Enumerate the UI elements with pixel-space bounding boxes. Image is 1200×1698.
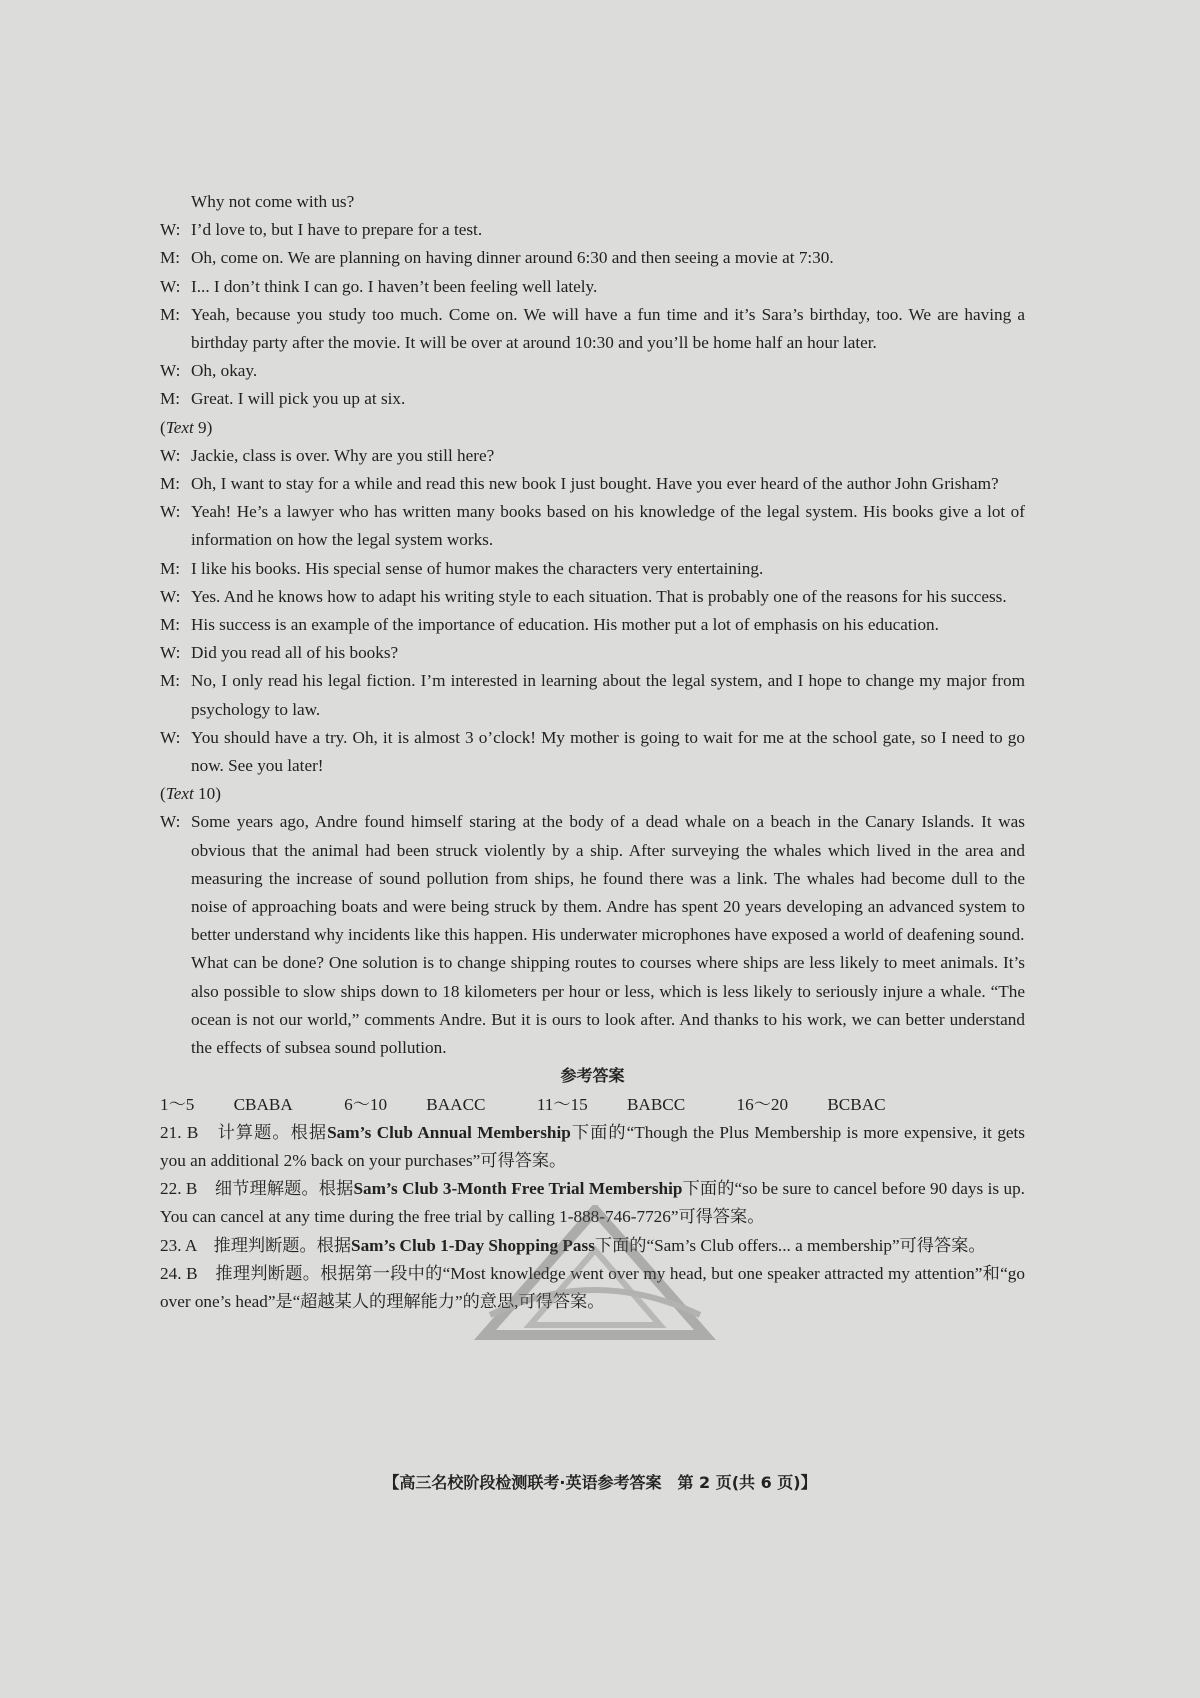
speaker-label: W: (160, 361, 181, 381)
speaker-label: M: (160, 304, 181, 324)
dialogue-text: Yeah! He’s a lawyer who has written many books based on his knowledge of the legal system. His books give a lot of information on how the legal system works. (191, 502, 1025, 550)
text-10-label: (Text 10) (160, 784, 221, 804)
dialogue-line (160, 301, 1025, 357)
key-group (344, 1095, 507, 1114)
dialogue-line (160, 583, 1025, 611)
dialogue-line (160, 442, 1025, 470)
dialogue-text: Why not come with us? (191, 192, 355, 211)
speaker-label: M: (160, 615, 181, 635)
key-range: 11～15 (536, 1094, 588, 1114)
speaker-label: W: (160, 643, 181, 663)
dialogue-text: His success is an example of the importance of education. His mother put a lot of emphasis on his education. (191, 615, 939, 635)
explanation-item (160, 1119, 1025, 1175)
question-type: 计算题。根据 (217, 1122, 328, 1142)
question-number: 22. B (160, 1179, 198, 1199)
speaker-label: M: (160, 389, 181, 409)
dialogue-text: Yeah, because you study too much. Come on. We will have a fun time and it’s Sara’s birthday, too. We are having a birthday party after the movie. It will be over at around 10:30 and you’ll be home half an hour later. (191, 304, 1025, 353)
dialogue-line (160, 555, 1025, 583)
question-number: 24. B (160, 1263, 198, 1283)
text-number: 9) (193, 417, 213, 437)
dialogue-text: I like his books. His special sense of humor makes the characters very entertaining. (191, 558, 764, 578)
answer-keys (160, 1091, 1025, 1119)
page-footer: 【高三名校阶段检测联考·英语参考答案 第 2 页(共 6 页)】 (383, 1473, 817, 1492)
speaker-label: M: (160, 558, 181, 578)
dialogue-text: Yes. And he knows how to adapt his writing style to each situation. That is probably one of the reasons for his success. (191, 586, 1007, 606)
monologue-text: Some years ago, Andre found himself staring at the body of a dead whale on a beach in the Canary Islands. It was obvious that the animal had been struck violently by a ship. After surveying the whales which lived in the area and measuring the increase of sound pollution from ships, he found there was a link. The whales had become dull to the noise of approaching boats and were being struck by them. Andre has spent 20 years developing an advanced system to better understand why incidents like this happen. His underwater microphones have exposed a world of deafening sound. (191, 812, 1025, 945)
dialogue-line (160, 611, 1025, 639)
dialogue-text: You should have a try. Oh, it is almost 3 o’clock! My mother is going to wait for me at the school gate, so I need to go now. See you later! (191, 727, 1025, 776)
monologue-paragraph: What can be done? One solution is to change shipping routes to courses where ships are less likely to meet animals. It’s also possible to slow ships down to 18 kilometers per hour or less, which is less likely to seriously injure a whale. “The ocean is not our world,” comments Andre. But it is ours to look after. And thanks to his work, we can better understand the effects of subsea sound pollution. (191, 953, 1025, 1058)
dialogue-line (160, 244, 1025, 272)
key-group (737, 1095, 908, 1114)
answer-heading: 参考答案 (560, 1066, 625, 1086)
key-answers: CBABA (233, 1094, 293, 1114)
dialogue-text: Jackie, class is over. Why are you still here? (191, 445, 495, 465)
dialogue-text: Oh, I want to stay for a while and read this new book I just bought. Have you ever heard of the author John Grisham? (191, 474, 999, 494)
question-number: 23. A (160, 1235, 197, 1255)
speaker-label: M: (160, 671, 181, 691)
dialogue-line (160, 357, 1025, 385)
key-answers: BAACC (426, 1094, 486, 1114)
text-label-italic: Text (165, 417, 194, 437)
dialogue-line (160, 498, 1025, 554)
monologue-paragraph (160, 808, 1025, 949)
page-content (160, 188, 1025, 1316)
key-answers: BABCC (626, 1094, 686, 1114)
section-name: Sam’s Club 3-Month Free Trial Membership (353, 1179, 683, 1199)
explanation-text: 下面的“so be sure to cancel before 90 days is up. You can cancel at any time during the free trial by calling 1-888-746-7726”可得答案。 (160, 1179, 1025, 1227)
dialogue-line (160, 216, 1025, 244)
dialogue-text: I’d love to, but I have to prepare for a test. (191, 220, 483, 240)
question-type: 推理判断题。根据第一段中的“Most knowledge went over my head, but one speaker attracted my attention”和“go over one’s head”是“超越某人的理解能力”的意思,可得答案。 (160, 1263, 1025, 1311)
key-range: 16～20 (736, 1094, 789, 1114)
question-type: 推理判断题。根据 (213, 1235, 352, 1255)
key-range: 1～5 (160, 1094, 195, 1114)
speaker-label: W: (160, 502, 181, 522)
dialogue-text: Oh, okay. (191, 361, 258, 381)
dialogue-line (160, 188, 1025, 216)
question-type: 细节理解题。根据 (214, 1179, 354, 1199)
dialogue-text: No, I only read his legal fiction. I’m interested in learning about the legal system, and I hope to change my major from psychology to law. (191, 671, 1025, 719)
text-number: 10) (193, 784, 221, 804)
key-group (537, 1095, 707, 1114)
speaker-label: M: (160, 248, 181, 268)
key-range: 6～10 (344, 1094, 388, 1114)
dialogue-text: I... I don’t think I can go. I haven’t been feeling well lately. (191, 276, 598, 296)
speaker-label: M: (160, 474, 181, 494)
question-number: 21. B (160, 1122, 199, 1142)
speaker-label: W: (160, 276, 181, 296)
watermark-logo-icon (470, 1205, 720, 1340)
dialogue-text: Did you read all of his books? (191, 643, 399, 663)
text-9-label: (Text 9) (160, 417, 213, 437)
explanation-text: 下面的“Though the Plus Membership is more expensive, it gets you an additional 2% back on your purchases”可得答案。 (160, 1122, 1026, 1170)
speaker-label: W: (160, 727, 181, 747)
explanation-text: 下面的“Sam’s Club offers... a membership”可得答案。 (594, 1235, 986, 1255)
dialogue-line (160, 667, 1025, 723)
dialogue-text: Oh, come on. We are planning on having dinner around 6:30 and then seeing a movie at 7:30. (191, 248, 834, 268)
key-answers: BCBAC (827, 1094, 886, 1114)
key-group (160, 1095, 315, 1114)
dialogue-line (160, 385, 1025, 413)
dialogue-line (160, 724, 1025, 780)
speaker-label: W: (160, 586, 181, 606)
dialogue-line (160, 639, 1025, 667)
speaker-label: W: (160, 445, 181, 465)
dialogue-line (160, 273, 1025, 301)
text-label-italic: Text (165, 784, 194, 804)
speaker-label: W: (160, 812, 181, 832)
speaker-label: W: (160, 220, 181, 240)
section-name: Sam’s Club 1-Day Shopping Pass (351, 1235, 595, 1255)
section-name: Sam’s Club Annual Membership (327, 1122, 571, 1142)
dialogue-text: Great. I will pick you up at six. (191, 389, 406, 409)
dialogue-line (160, 470, 1025, 498)
